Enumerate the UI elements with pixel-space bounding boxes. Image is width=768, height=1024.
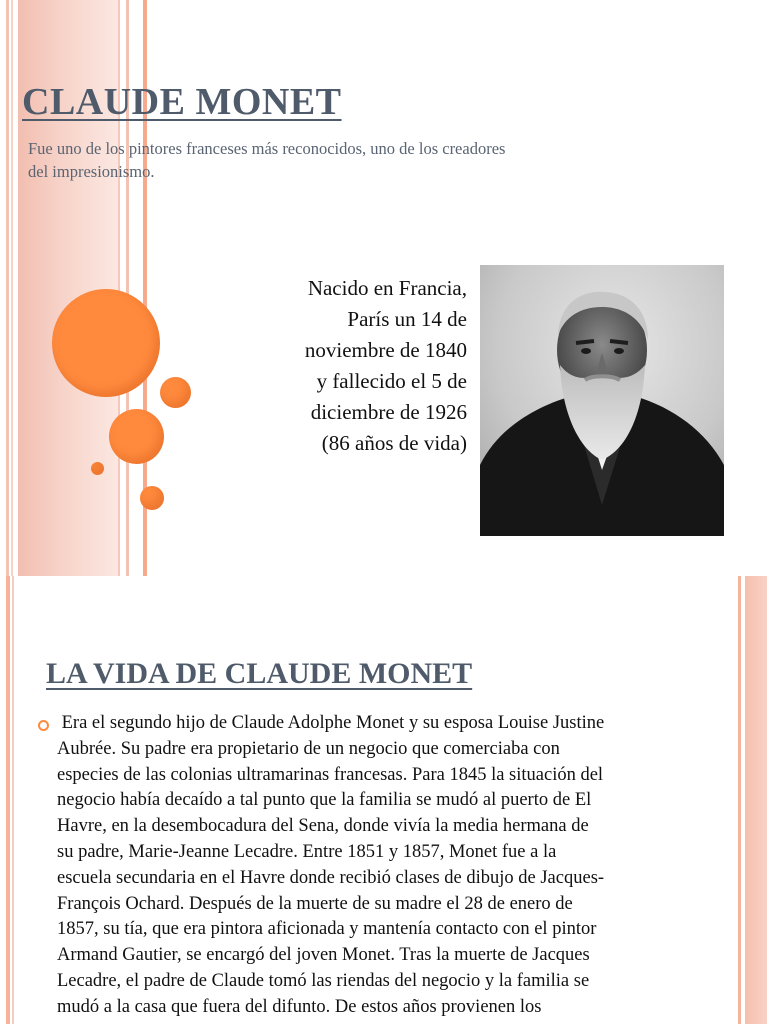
- decor-circle-small: [160, 377, 191, 408]
- body-line: Havre, en la desembocadura del Sena, donde vivía la media hermana de: [57, 816, 589, 837]
- decor-stripe: [12, 576, 14, 1024]
- decor-stripe: [11, 0, 13, 576]
- body-line: Aubrée. Su padre era propietario de un negocio que comerciaba con: [57, 738, 560, 759]
- body-line: negocio había decaído a tal punto que la familia se mudó al puerto de El: [57, 790, 592, 811]
- body-line: especies de las colonias ultramarinas francesas. Para 1845 la situación del: [57, 764, 604, 785]
- decor-circle-medium: [109, 409, 164, 464]
- decor-stripe: [745, 576, 767, 1024]
- decor-stripe: [738, 576, 741, 1024]
- birth-line: noviembre de 1840: [304, 338, 467, 362]
- birth-line: (86 años de vida): [321, 431, 467, 455]
- biography-text: [57, 711, 697, 1021]
- body-line: mudó a la casa que fuera del difunto. De estos años provienen los: [57, 996, 542, 1017]
- decor-circle-small: [140, 486, 164, 510]
- monet-portrait-photo: [480, 265, 724, 536]
- slide-2: [0, 576, 768, 1024]
- birth-line: Nacido en Francia,: [307, 276, 467, 300]
- decor-stripe: [6, 0, 9, 576]
- birth-line: y fallecido el 5 de: [316, 369, 467, 393]
- body-line: su padre, Marie-Jeanne Lecadre. Entre 1851 y 1857, Monet fue a la: [57, 841, 557, 862]
- body-line: François Ochard. Después de la muerte de su madre el 28 de enero de: [57, 893, 573, 914]
- body-line: escuela secundaria en el Havre donde recibió clases de dibujo de Jacques-: [57, 867, 605, 888]
- body-line: 1857, su tía, que era pintora aficionada y mantenía contacto con el pintor: [57, 919, 597, 940]
- body-line: Armand Gautier, se encargó del joven Monet. Tras la muerte de Jacques: [57, 945, 590, 966]
- slide-title: CLAUDE MONET: [22, 81, 342, 123]
- birth-line: París un 14 de: [347, 307, 467, 331]
- body-line: Lecadre, el padre de Claude tomó las riendas del negocio y la familia se: [57, 970, 590, 991]
- birth-info: [247, 273, 467, 459]
- decor-circle-tiny: [91, 462, 104, 475]
- decor-stripe: [6, 576, 10, 1024]
- slide-subtitle: Fue uno de los pintores franceses más reconocidos, uno de los creadores del impresionismo.: [28, 139, 506, 181]
- decor-circle-large: [52, 289, 160, 397]
- body-line: Era el segundo hijo de Claude Adolphe Monet y su esposa Louise Justine: [57, 713, 605, 733]
- bullet-circle-icon: [38, 720, 49, 731]
- section-title: LA VIDA DE CLAUDE MONET: [46, 657, 473, 690]
- birth-line: diciembre de 1926: [310, 400, 467, 424]
